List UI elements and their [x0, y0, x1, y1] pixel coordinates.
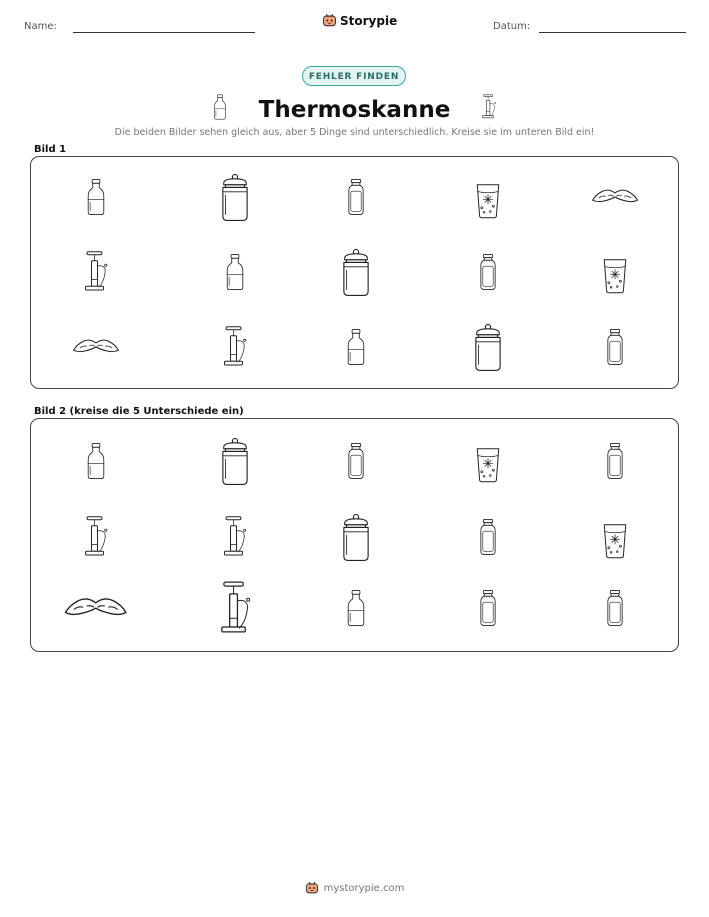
- picture1-cell: [56, 307, 136, 387]
- air-pump-icon: [216, 576, 255, 641]
- milk-bottle-icon: [211, 92, 229, 122]
- milk-bottle-icon: [343, 322, 369, 372]
- glass-vial-icon: [475, 583, 501, 633]
- mustache-icon: [62, 592, 130, 624]
- picture1-cell: [575, 232, 655, 312]
- air-pump-icon: [81, 247, 111, 297]
- glass-vial-icon: [602, 436, 628, 486]
- ice-cup-icon: [472, 174, 504, 220]
- picture1-cell: [195, 232, 275, 312]
- picture2-label: Bild 2 (kreise die 5 Unterschiede ein): [34, 406, 244, 417]
- page-title: [0, 92, 709, 123]
- picture2-cell[interactable]: [195, 497, 275, 577]
- picture2-cell[interactable]: [448, 421, 528, 501]
- date-label: Datum:: [493, 21, 531, 32]
- picture2-cell[interactable]: [316, 497, 396, 577]
- glass-vial-icon: [602, 322, 628, 372]
- air-pump-icon: [220, 512, 250, 562]
- picture1-cell: [575, 157, 655, 237]
- picture1-cell: [448, 157, 528, 237]
- brand-name: Storypie: [340, 13, 398, 28]
- picture2-cell[interactable]: [56, 568, 136, 648]
- picture1-cell: [316, 157, 396, 237]
- name-line[interactable]: [73, 32, 255, 33]
- title-text: Thermoskanne: [258, 97, 451, 123]
- date-line[interactable]: [539, 32, 686, 33]
- picture2-cell[interactable]: [448, 568, 528, 648]
- glass-vial-icon: [475, 512, 501, 562]
- picture1-cell: [575, 307, 655, 387]
- glass-vial-icon: [343, 436, 369, 486]
- mustache-icon: [590, 185, 640, 209]
- ice-cup-icon: [599, 249, 631, 295]
- glass-vial-icon: [475, 247, 501, 297]
- air-pump-icon: [480, 92, 498, 122]
- name-label: Name:: [24, 21, 57, 32]
- storypie-mascot-icon: [322, 13, 337, 28]
- glass-jar-icon: [469, 321, 507, 373]
- picture1-cell: [316, 307, 396, 387]
- mustache-icon: [71, 335, 121, 359]
- picture2-cell[interactable]: [56, 497, 136, 577]
- picture1-cell: [56, 232, 136, 312]
- milk-bottle-icon: [222, 247, 248, 297]
- glass-jar-icon: [337, 511, 375, 563]
- picture1-cell: [195, 157, 275, 237]
- glass-jar-icon: [216, 171, 254, 223]
- picture2-cell[interactable]: [195, 421, 275, 501]
- glass-jar-icon: [216, 435, 254, 487]
- glass-vial-icon: [343, 172, 369, 222]
- picture2-cell[interactable]: [448, 497, 528, 577]
- glass-vial-icon: [602, 583, 628, 633]
- picture2-cell[interactable]: [316, 421, 396, 501]
- storypie-logo: [322, 13, 397, 28]
- picture2-cell[interactable]: [56, 421, 136, 501]
- picture1-cell: [448, 232, 528, 312]
- worksheet-type-badge: FEHLER FINDEN: [302, 66, 406, 86]
- picture1-label: Bild 1: [34, 144, 67, 155]
- instructions: Die beiden Bilder sehen gleich aus, aber 5 Dinge sind unterschiedlich. Kreise sie im unteren Bild ein!: [114, 127, 595, 138]
- storypie-mascot-icon: [305, 881, 319, 895]
- footer-url[interactable]: mystorypie.com: [323, 882, 405, 894]
- glass-jar-icon: [337, 246, 375, 298]
- picture2-cell[interactable]: [575, 497, 655, 577]
- air-pump-icon: [81, 512, 111, 562]
- picture2-cell[interactable]: [316, 568, 396, 648]
- picture1-cell: [448, 307, 528, 387]
- picture1-cell: [316, 232, 396, 312]
- milk-bottle-icon: [343, 583, 369, 633]
- picture2-cell[interactable]: [195, 568, 275, 648]
- ice-cup-icon: [599, 514, 631, 560]
- picture2-cell[interactable]: [575, 568, 655, 648]
- air-pump-icon: [220, 322, 250, 372]
- milk-bottle-icon: [83, 172, 109, 222]
- picture1-cell: [195, 307, 275, 387]
- ice-cup-icon: [472, 438, 504, 484]
- picture1-cell: [56, 157, 136, 237]
- picture2-cell[interactable]: [575, 421, 655, 501]
- milk-bottle-icon: [83, 436, 109, 486]
- footer: [0, 881, 709, 895]
